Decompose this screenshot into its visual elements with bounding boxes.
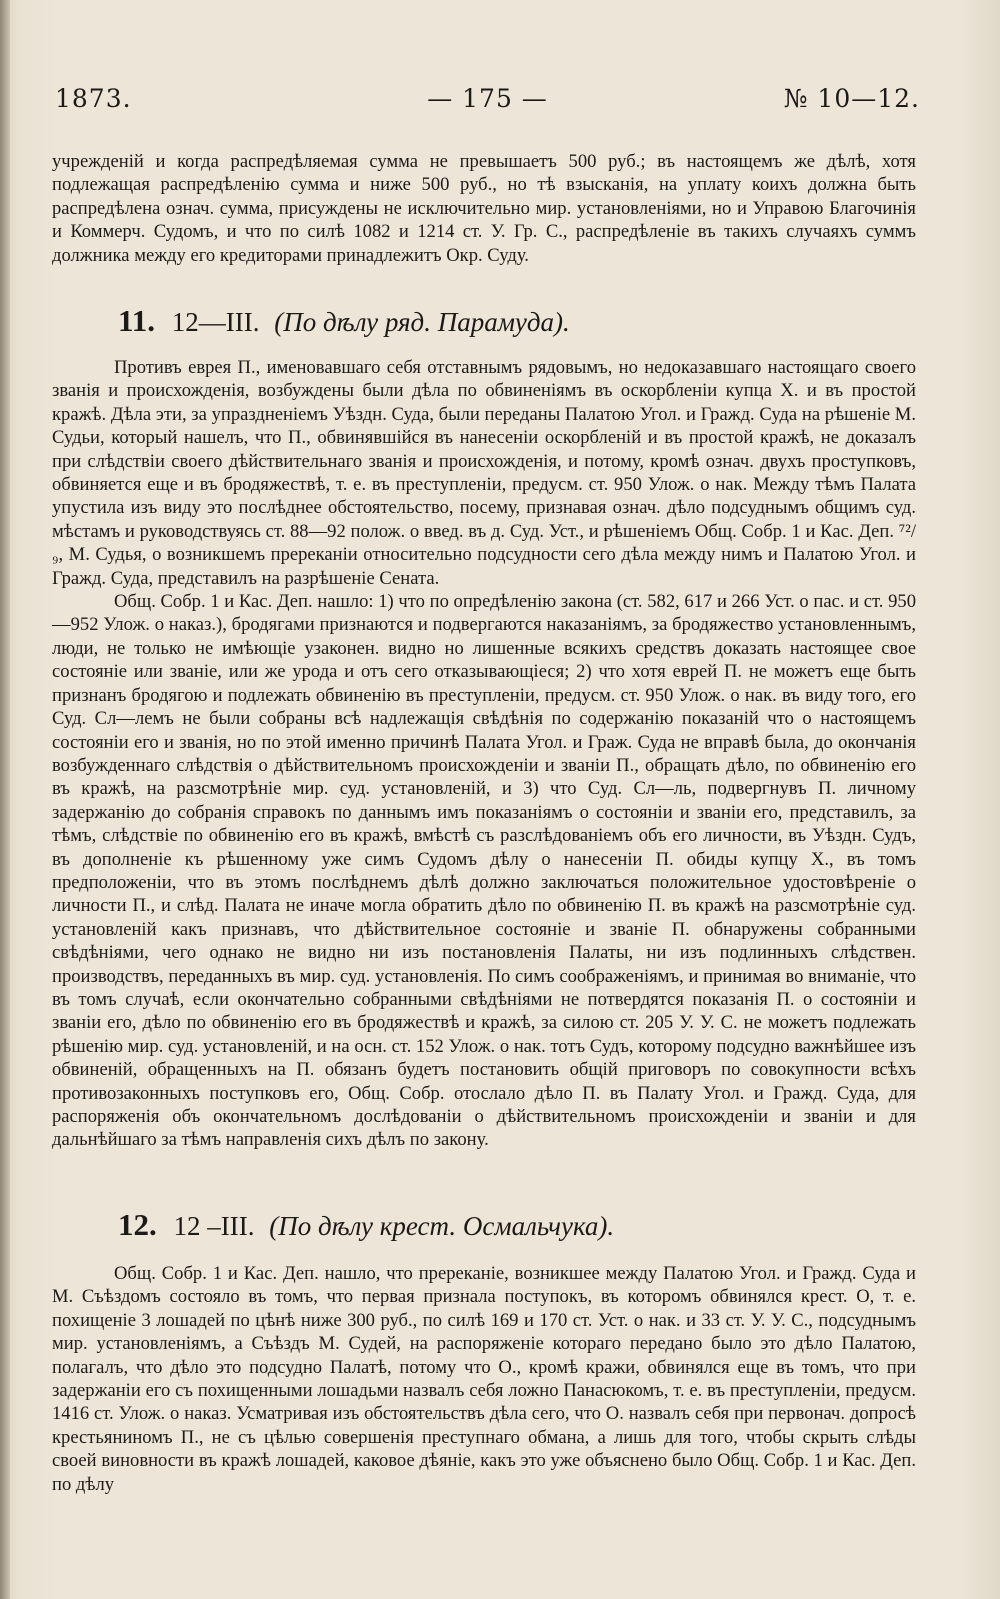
paragraph: Общ. Собр. 1 и Кас. Деп. нашло, что пререканіе, возникшее между Палатою Угол. и Гражд. Суда и М. Съѣздомъ состояло въ томъ, что первая признала поступокъ, въ которомъ обвинялся крест. О, т. е. похищеніе 3 лошадей по цѣнѣ ниже 300 руб., по силѣ 169 и 170 ст. Уст. о нак. и 33 ст. У. У. С., подсуднымъ мир. установленіямъ, а Съѣздъ М. Судей, на распоряженіе котораго передано было это дѣло Палатою, полагалъ, что дѣло это подсудно Палатѣ, потому что О., кромѣ кражи, обвинялся еще въ томъ, что при задержаніи его съ похищенными лошадьми назвалъ себя ложно Панасюкомъ, т. е. въ преступленіи, предусм. 1416 ст. Улож. о наказ. Усматривая изъ обстоятельствъ дѣла сего, что О. назвалъ себя при первонач. допросѣ крестьяниномъ П., не съ цѣлью совершенія преступнаго обмана, а лишь для того, чтобы скрыть слѣды своей виновности въ кражѣ лошадей, каковое дѣяніе, какъ это уже объяснено было Общ. Собр. 1 и Кас. Деп. по дѣлу [52, 1263, 916, 1495]
paragraph: Противъ еврея П., именовавшаго себя отставнымъ рядовымъ, но недоказавшаго настоящаго своего званія и происхожденія, возбуждены были дѣла по обвиненіямъ въ оскорбленіи купца Х. и въ простой кражѣ. Дѣла эти, за упраздненіемъ Уѣздн. Суда, были переданы Палатою Угол. и Гражд. Суда на рѣшеніе М. Судьи, который нашелъ, что П., обвинявшійся въ нанесеніи оскорбленій и въ простой кражѣ, не доказалъ при слѣдствіи своего дѣйствительнаго званія и происхожденія, и потому, кромѣ означ. двухъ проступковъ, обвиняется еще и въ бродяжествѣ, т. е. въ преступленіи, предусм. ст. 950 Улож. о нак. Между тѣмъ Палата упустила изъ виду это послѣднее обстоятельство, посему, признавая означ. дѣло подсуднымъ общимъ суд. мѣстамъ и руководствуясь ст. 88—92 полож. о введ. въ д. Суд. Уст., и рѣшеніемъ Общ. Собр. 1 и Кас. Деп. ⁷²/₉, М. Судья, о возникшемъ пререканіи относительно подсудности сего дѣла между нимъ и Палатою Угол. и Гражд. Суда, представилъ на разрѣшеніе Сената. [52, 357, 916, 589]
running-header [55, 84, 920, 124]
section-number: 11. [118, 303, 156, 338]
section-body-12 [52, 1262, 916, 1496]
issue-number: № 10—12. [783, 84, 920, 113]
section-number: 12. [118, 1207, 157, 1242]
section-heading-11 [118, 303, 570, 339]
page-number: — 175 — [427, 84, 548, 113]
intro-paragraph: учрежденій и когда распредѣляемая сумма не превышаетъ 500 руб.; въ настоящемъ же дѣлѣ, хотя подлежащая распредѣленію сумма и ниже 500 руб., но тѣ взысканія, на уплату коихъ должна быть распредѣлена означ. сумма, присуждены не исключительно мир. установленіями, но и Управою Благочинія и Коммерч. Судомъ, и что по силѣ 1082 и 1214 ст. У. Гр. С., распредѣленіе въ такихъ случаяхъ суммъ должника между его кредиторами принадлежитъ Окр. Суду. [52, 151, 916, 266]
section-heading-12 [118, 1207, 614, 1243]
section-date: 12—III. [171, 307, 260, 337]
section-date: 12 –III. [173, 1211, 255, 1241]
section-case-title: (По дѣлу крест. Осмальчука). [269, 1211, 615, 1241]
section-body-11 [52, 356, 916, 1152]
header-year: 1873. [55, 84, 132, 113]
section-case-title: (По дѣлу ряд. Парамуда). [274, 307, 570, 337]
intro-paragraph-block [52, 150, 916, 267]
binding-edge [0, 0, 10, 1599]
paragraph: Общ. Собр. 1 и Кас. Деп. нашло: 1) что по опредѣленію закона (ст. 582, 617 и 266 Уст. о пас. и ст. 950—952 Улож. о наказ.), бродягами признаются и подвергаются наказаніямъ, за бродяжество установленнымъ, люди, не только не имѣющіе узаконен. видно но лишенные всякихъ средствъ доказать настоящее свое состояніе или званіе, или же урода и отъ сего отказывающіеся; 2) что хотя еврей П. не можетъ еще быть признанъ бродягою и подлежать обвиненію въ преступленіи, предусм. ст. 950 Улож. о нак. въ виду того, его Суд. Сл—лемъ не были собраны всѣ надлежащія свѣдѣнія по содержанію показаній что о настоящемъ состояніи его и званія, но по этой именно причинѣ Палата Угол. и Граж. Суда не вправѣ была, до окончанія возбужденнаго слѣдствія о дѣйствительномъ происхожденіи и званіи П., обращать дѣло, по обвиненію его въ кражѣ, на разсмотрѣніе мир. суд. установленій, и 3) что Суд. Сл—ль, подвергнувъ П. личному задержанію до собранія справокъ по даннымъ имъ показаніямъ о состояніи и званіи его, представилъ, за тѣмъ, слѣдствіе по обвиненію его въ кражѣ, вмѣстѣ съ разслѣдованіемъ объ его личности, въ Уѣздн. Судъ, въ дополненіе къ рѣшенному уже симъ Судомъ дѣлу о нанесеніи П. обиды купцу Х., въ томъ предположеніи, что въ этомъ послѣднемъ дѣлѣ должно заключаться положительное удостовѣреніе о личности П., и слѣд. Палата не иначе могла обратить дѣло по обвиненію П. въ кражѣ на разсмотрѣніе суд. установленій какъ признавъ, что дѣйствительное состояніе и званіе П. обнаружены собранными свѣдѣніями, чего однако не видно ни изъ постановленія Палаты, ни изъ подлинныхъ слѣдствен. производствъ, переданныхъ въ мир. суд. установленія. По симъ соображеніямъ, и принимая во вниманіе, что въ томъ случаѣ, если окончательно собранными свѣдѣніями не потвердятся показанія П. о состояніи и званіи его, дѣло по обвиненію его въ бродяжествѣ и кражѣ, за силою ст. 205 У. У. С. не можетъ подлежать рѣшенію мир. суд. установленій, и на осн. ст. 152 Улож. о нак. тотъ Судъ, которому подсудно важнѣйшее изъ обвиненій, обращенныхъ на П. обязанъ будетъ постановить общій приговоръ по совокупности всѣхъ противозаконныхъ поступковъ его, Общ. Собр. отослало дѣло П. въ Палату Угол. и Гражд. Суда, для распоряженія объ окончательномъ дослѣдованіи о дѣйствительномъ происхожденіи и званіи и для дальнѣйшаго за тѣмъ направленія сихъ дѣлъ по закону. [52, 591, 916, 1151]
